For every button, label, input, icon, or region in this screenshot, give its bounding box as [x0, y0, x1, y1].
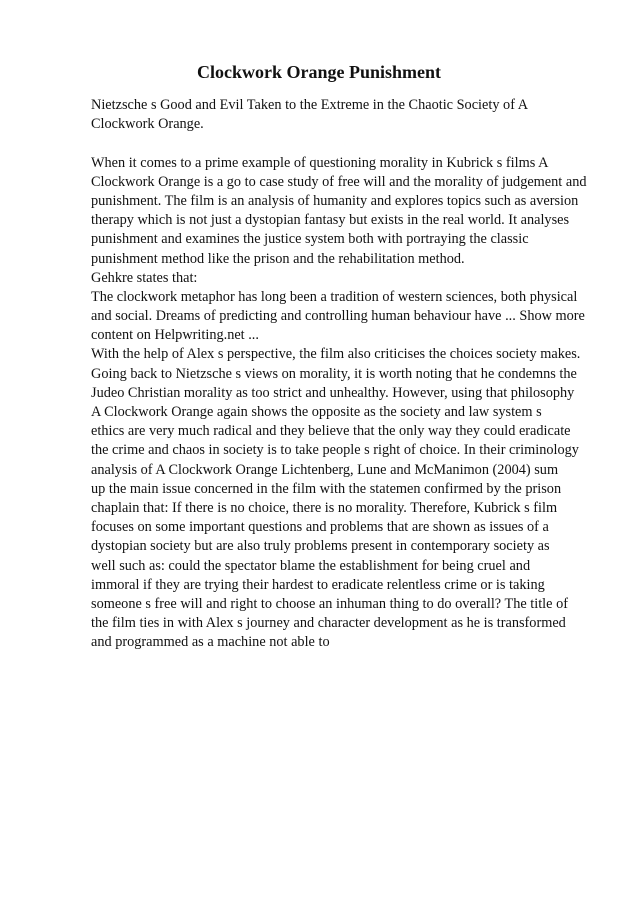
- body-line: content on Helpwriting.net ...: [91, 327, 259, 344]
- body-line: someone s free will and right to choose an inhuman thing to do overall? The title of: [91, 595, 568, 612]
- body-line: Gehkre states that:: [91, 269, 198, 286]
- body-line: punishment method like the prison and the rehabilitation method.: [91, 250, 465, 267]
- paragraph-gap: [91, 134, 601, 153]
- body-line: ethics are very much radical and they believe that the only way they could eradicate: [91, 423, 571, 440]
- body-line: focuses on some important questions and problems that are shown as issues of a: [91, 519, 549, 536]
- body-line: Judeo Christian morality as too strict and unhealthy. However, using that philosophy: [91, 384, 575, 401]
- body-line: therapy which is not just a dystopian fantasy but exists in the real world. It analyses: [91, 212, 570, 229]
- body-line: and social. Dreams of predicting and controlling human behaviour have ... Show more: [91, 308, 585, 325]
- body-line: With the help of Alex s perspective, the film also criticises the choices society makes.: [91, 346, 581, 363]
- body-line: punishment and examines the justice system both with portraying the classic: [91, 231, 529, 248]
- subtitle-line: Nietzsche s Good and Evil Taken to the Extreme in the Chaotic Society of A: [91, 97, 529, 113]
- body-line: Clockwork Orange is a go to case study of free will and the morality of judgement and: [91, 173, 587, 190]
- body-line: up the main issue concerned in the film with the statemen confirmed by the prison: [91, 480, 562, 497]
- body-line: When it comes to a prime example of questioning morality in Kubrick s films A: [91, 154, 549, 171]
- body-line: the crime and chaos in society is to take people s right of choice. In their criminology: [91, 442, 579, 459]
- body-line: the film ties in with Alex s journey and character development as he is transformed: [91, 615, 566, 632]
- body-line: punishment. The film is an analysis of humanity and explores topics such as aversion: [91, 192, 579, 209]
- body-line: dystopian society but are also truly problems present in contemporary society as: [91, 538, 550, 555]
- body-line: well such as: could the spectator blame the establishment for being cruel and: [91, 557, 531, 574]
- body-line: analysis of A Clockwork Orange Lichtenberg, Lune and McManimon (2004) sum: [91, 461, 559, 478]
- body-line: and programmed as a machine not able to: [91, 634, 330, 651]
- body-line: Going back to Nietzsche s views on morality, it is worth noting that he condemns the: [91, 365, 577, 382]
- body-line: chaplain that: If there is no choice, there is no morality. Therefore, Kubrick s film: [91, 499, 558, 516]
- body-line: The clockwork metaphor has long been a tradition of western sciences, both physical: [91, 288, 578, 305]
- document-title: Clockwork Orange Punishment: [196, 62, 441, 82]
- document-body: [91, 96, 601, 652]
- body-line: immoral if they are trying their hardest to eradicate relentless crime or is taking: [91, 576, 545, 593]
- body-line: A Clockwork Orange again shows the opposite as the society and law system s: [91, 404, 542, 420]
- subtitle-line: Clockwork Orange.: [91, 116, 204, 133]
